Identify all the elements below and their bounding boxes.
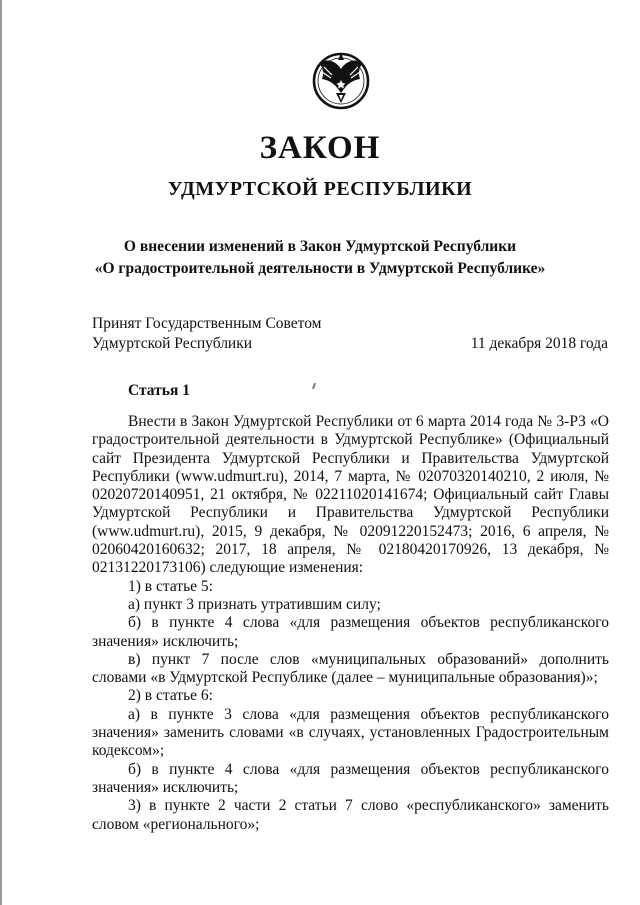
adoption-line-2: Удмуртской Республики: [92, 335, 253, 352]
article-paragraph: в) пункт 7 после слов «муниципальных образований» дополнить словами «в Удмуртской Республике (далее – муниципальные образования)»;: [92, 650, 609, 687]
adoption-date: 11 декабря 2018 года: [470, 335, 608, 352]
article-paragraph: б) в пункте 4 слова «для размещения объектов республиканского значения» исключить;: [92, 614, 609, 650]
law-subject-line-1: О внесении изменений в Закон Удмуртской Республики: [123, 238, 517, 255]
article-paragraph: а) пункт 3 признать утратившим силу;: [128, 595, 381, 613]
republic-title: УДМУРТСКОЙ РЕСПУБЛИКИ: [167, 178, 473, 200]
law-title: ЗАКОН: [259, 130, 381, 166]
article-heading: Статья 1: [128, 382, 190, 399]
law-subject: [0, 236, 640, 280]
law-subject-line-2: «О градостроительной деятельности в Удмуртской Республике»: [94, 260, 546, 277]
udmurt-coat-of-arms-icon: [310, 47, 372, 113]
article-paragraph: Внести в Закон Удмуртской Республики от 6 марта 2014 года № 3-РЗ «О градостроительной деятельности в Удмуртской Республике» (Официальный сайт Президента Удмуртской Республики и Правительства Удмуртской Республики (www.udmurt.ru), 2014, 7 марта, № 02070320140210, 2 июля, № 02020720140951, 21 октября, № 02211020141674; Официальный сайт Главы Удмуртской Республики и Правительства Удмуртской Республики (www.udmurt.ru), 2015, 9 декабря, № 02091220152473; 2016, 6 апреля, № 02060420160632; 2017, 18 апреля, № 02180420170926, 13 декабря, № 02131220173106) следующие изменения:: [92, 413, 609, 577]
article-paragraph: 2) в статье 6:: [128, 687, 213, 705]
article-paragraph: 3) в пункте 2 части 2 статьи 7 слово «республиканского» заменить словом «регионального»;: [92, 797, 609, 833]
adoption-info: [92, 314, 322, 354]
scan-mark: [312, 383, 316, 389]
article-paragraph: а) в пункте 3 слова «для размещения объектов республиканского значения» заменить словами «в случаях, установленных Градостроительным кодексом»;: [92, 705, 609, 760]
adoption-line-1: Принят Государственным Советом: [92, 315, 322, 332]
article-body: [92, 413, 609, 834]
article-paragraph: б) в пункте 4 слова «для размещения объектов республиканского значения» исключить;: [92, 760, 609, 796]
article-paragraph: 1) в статье 5:: [128, 577, 213, 595]
